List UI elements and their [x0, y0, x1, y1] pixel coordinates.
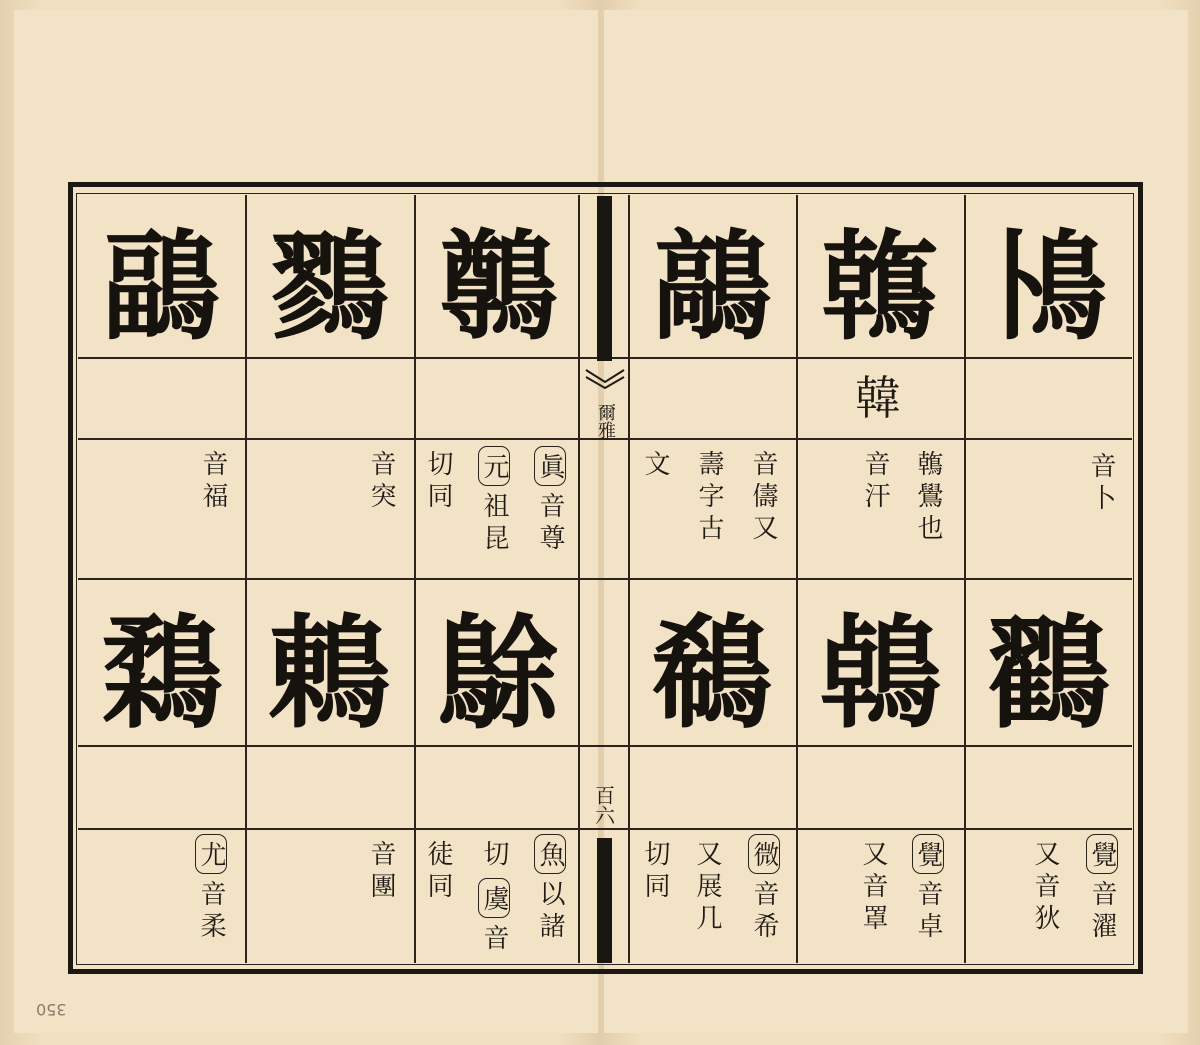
- headword-d3: 鵗: [651, 600, 773, 745]
- headword-d6: 鶔: [101, 600, 223, 745]
- headword-d4: 鵌: [437, 600, 559, 745]
- note-d2-a-text: 音卓: [913, 880, 943, 944]
- tone-box-d6: 尤: [195, 834, 227, 874]
- headword-d5: 鶇: [268, 600, 390, 745]
- note-d4-b: [478, 840, 510, 956]
- tone-box-d1: 覺: [1086, 834, 1118, 874]
- grid-line: [78, 578, 1132, 580]
- note-c4-b-text: 祖昆: [479, 492, 509, 556]
- note-c2-a: 鶾鷽也: [913, 450, 943, 546]
- note-d4-a-text: 以諸: [535, 880, 565, 944]
- note-d4-d: 徒同: [423, 840, 453, 904]
- note-c5: 音突: [366, 450, 396, 514]
- note-c4-a-text: 音尊: [535, 492, 565, 556]
- note-d4-a: [534, 834, 566, 944]
- headword-c3: 鶮: [652, 217, 771, 356]
- note-d3-a-text: 音希: [749, 880, 779, 944]
- note-d5: 音團: [366, 840, 396, 904]
- spine-title: [584, 368, 626, 460]
- note-c1: 音卜: [1086, 452, 1116, 516]
- headword-c2: 鶾: [820, 217, 939, 356]
- note-d3-a: [748, 834, 780, 944]
- headword-d1: 鸐: [987, 600, 1109, 745]
- note-d2-b: 又音罩: [858, 840, 888, 936]
- note-c3-a: 音儔又: [748, 450, 778, 546]
- shelf-mark: 350: [36, 1000, 67, 1019]
- note-c4-b: [478, 446, 510, 556]
- grid-line: [245, 195, 247, 963]
- note-c3-c: 文: [640, 450, 670, 482]
- note-c4-c: 切同: [423, 450, 453, 514]
- spine-bar-bottom: [597, 838, 612, 963]
- headword-c4: 鷷: [438, 217, 557, 356]
- spine-title-text: 爾雅: [595, 403, 616, 439]
- tone-box-c4: 眞: [534, 446, 566, 486]
- headword-c5: 鷚: [269, 217, 388, 356]
- tone-box-d4-2: 虞: [478, 878, 510, 918]
- grid-line: [414, 195, 416, 963]
- note-d6: [195, 834, 227, 944]
- tone-box-d2: 覺: [912, 834, 944, 874]
- fishtail-mark-icon: [584, 368, 626, 390]
- spine-bar-top: [597, 196, 612, 361]
- note-d6-a-text: 音柔: [196, 880, 226, 944]
- note-d4-c-text: 音: [479, 924, 509, 956]
- note-d1-b: 又音狄: [1030, 840, 1060, 936]
- tone-box-d3: 微: [748, 834, 780, 874]
- tone-box-d4: 魚: [534, 834, 566, 874]
- headword-c1: 鳪: [988, 217, 1107, 356]
- note-d2-a: [912, 834, 944, 944]
- grid-line: [78, 745, 1132, 747]
- grid-line: [628, 195, 630, 963]
- note-c3-b: 壽字古: [694, 450, 724, 546]
- grid-line: [578, 195, 580, 963]
- headword-c6: 鶝: [102, 217, 221, 356]
- grid-line: [796, 195, 798, 963]
- folio-number: 百六: [591, 785, 616, 825]
- variant-form-c2: 韓: [855, 371, 901, 425]
- note-d3-b: 又展几: [692, 840, 722, 936]
- tone-box-c4-2: 元: [478, 446, 510, 486]
- note-c4-a: [534, 446, 566, 556]
- headword-d2: 鵫: [819, 600, 941, 745]
- note-d1-a-text: 音濯: [1087, 880, 1117, 944]
- grid-line: [964, 195, 966, 963]
- note-c2-b: 音汗: [860, 450, 890, 514]
- note-c6: 音福: [198, 450, 228, 514]
- note-d1-a: [1086, 834, 1118, 944]
- note-d4-b-text: 切: [479, 840, 509, 872]
- note-d3-c: 切同: [640, 840, 670, 904]
